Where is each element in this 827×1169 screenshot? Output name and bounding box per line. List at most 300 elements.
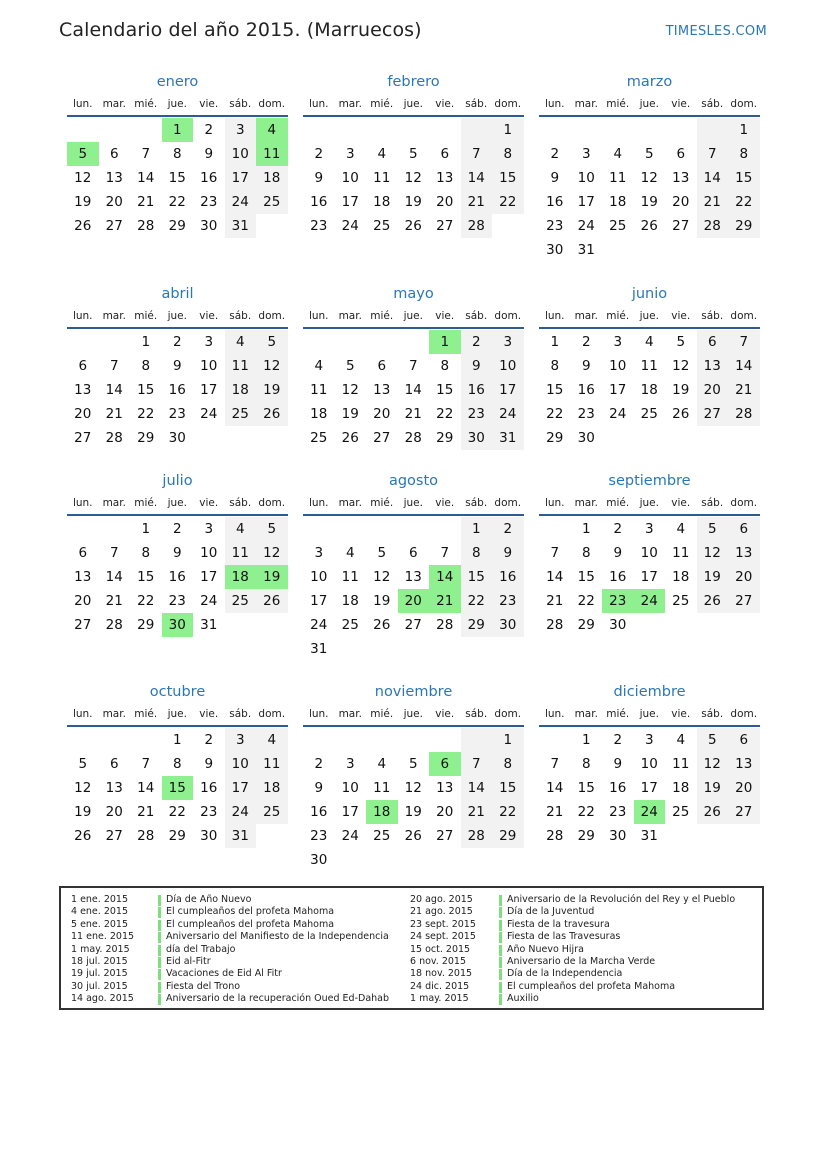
day-cell[interactable]: 27 (373, 430, 391, 446)
day-cell[interactable]: 15 (436, 382, 454, 398)
day-cell[interactable]: 1 (172, 732, 182, 748)
day-cell[interactable]: 5 (644, 146, 654, 162)
day-cell[interactable]: 17 (492, 378, 524, 402)
day-cell[interactable]: 13 (74, 569, 92, 585)
day-cell[interactable]: 19 (697, 565, 729, 589)
day-cell[interactable]: 3 (581, 146, 591, 162)
day-cell[interactable]: 29 (168, 218, 186, 234)
day-cell[interactable]: 6 (377, 358, 387, 374)
day-cell[interactable]: 23 (609, 804, 627, 820)
day-cell[interactable]: 4 (644, 334, 654, 350)
day-cell[interactable]: 28 (436, 617, 454, 633)
day-cell[interactable]: 7 (550, 545, 560, 561)
day-cell[interactable]: 16 (200, 170, 218, 186)
day-cell[interactable]: 5 (256, 517, 288, 541)
day-cell[interactable]: 11 (225, 354, 257, 378)
day-cell[interactable]: 24 (492, 402, 524, 426)
day-cell[interactable]: 15 (168, 170, 186, 186)
day-cell[interactable]: 1 (141, 334, 151, 350)
day-cell[interactable]: 24 (225, 800, 257, 824)
day-cell[interactable]: 9 (613, 756, 623, 772)
day-cell[interactable]: 26 (697, 800, 729, 824)
day-cell[interactable]: 20 (74, 406, 92, 422)
day-cell[interactable]: 11 (256, 752, 288, 776)
day-cell[interactable]: 20 (672, 194, 690, 210)
day-cell[interactable]: 18 (225, 378, 257, 402)
day-cell[interactable]: 22 (577, 593, 595, 609)
day-cell[interactable]: 16 (200, 780, 218, 796)
day-cell[interactable]: 16 (168, 569, 186, 585)
day-cell[interactable]: 19 (697, 776, 729, 800)
day-cell[interactable]: 12 (256, 541, 288, 565)
day-cell[interactable]: 31 (200, 617, 218, 633)
day-cell[interactable]: 2 (204, 122, 214, 138)
day-cell[interactable]: 19 (341, 406, 359, 422)
day-cell[interactable]: 25 (373, 218, 391, 234)
day-cell[interactable]: 18 (256, 776, 288, 800)
day-cell[interactable]: 29 (492, 824, 524, 848)
day-cell[interactable]: 12 (697, 752, 729, 776)
day-cell[interactable]: 30 (546, 242, 564, 258)
day-cell[interactable]: 7 (461, 142, 493, 166)
day-cell[interactable]: 5 (697, 517, 729, 541)
day-cell[interactable]: 28 (697, 214, 729, 238)
day-cell[interactable]: 22 (137, 406, 155, 422)
day-cell[interactable]: 8 (728, 142, 760, 166)
day-cell[interactable]: 25 (640, 406, 658, 422)
day-cell[interactable]: 6 (728, 728, 760, 752)
day-cell[interactable]: 16 (310, 804, 328, 820)
day-cell[interactable]: 3 (644, 732, 654, 748)
day-cell[interactable]: 25 (373, 828, 391, 844)
day-cell[interactable]: 2 (492, 517, 524, 541)
day-cell[interactable]: 22 (546, 406, 564, 422)
day-cell[interactable]: 8 (581, 756, 591, 772)
day-cell[interactable]: 10 (640, 545, 658, 561)
day-cell[interactable]: 23 (546, 218, 564, 234)
day-cell[interactable]: 26 (404, 218, 422, 234)
day-cell[interactable]: 19 (672, 382, 690, 398)
day-cell[interactable]: 12 (404, 780, 422, 796)
day-cell[interactable]: 19 (74, 804, 92, 820)
day-cell[interactable]: 16 (310, 194, 328, 210)
day-cell[interactable]: 18 (341, 593, 359, 609)
day-cell[interactable]: 24 (200, 406, 218, 422)
day-cell[interactable]: 17 (640, 569, 658, 585)
day-cell-holiday[interactable]: 20 (398, 589, 430, 613)
day-cell[interactable]: 24 (341, 218, 359, 234)
day-cell[interactable]: 6 (78, 358, 88, 374)
day-cell[interactable]: 12 (640, 170, 658, 186)
day-cell[interactable]: 14 (546, 780, 564, 796)
day-cell[interactable]: 26 (256, 589, 288, 613)
day-cell[interactable]: 13 (672, 170, 690, 186)
day-cell[interactable]: 23 (492, 589, 524, 613)
day-cell[interactable]: 22 (492, 800, 524, 824)
day-cell[interactable]: 23 (577, 406, 595, 422)
day-cell[interactable]: 1 (492, 118, 524, 142)
day-cell-holiday[interactable]: 6 (429, 752, 461, 776)
day-cell[interactable]: 24 (310, 617, 328, 633)
day-cell[interactable]: 10 (225, 142, 257, 166)
day-cell[interactable]: 18 (672, 780, 690, 796)
day-cell[interactable]: 27 (105, 218, 123, 234)
day-cell[interactable]: 30 (492, 613, 524, 637)
day-cell[interactable]: 31 (577, 242, 595, 258)
day-cell[interactable]: 4 (256, 728, 288, 752)
day-cell[interactable]: 4 (377, 756, 387, 772)
day-cell-holiday[interactable]: 24 (634, 800, 666, 824)
day-cell[interactable]: 7 (141, 146, 151, 162)
day-cell[interactable]: 13 (404, 569, 422, 585)
day-cell[interactable]: 11 (225, 541, 257, 565)
day-cell[interactable]: 30 (577, 430, 595, 446)
day-cell[interactable]: 14 (137, 170, 155, 186)
day-cell[interactable]: 7 (109, 358, 119, 374)
day-cell[interactable]: 29 (577, 828, 595, 844)
day-cell[interactable]: 22 (436, 406, 454, 422)
day-cell[interactable]: 6 (109, 756, 119, 772)
day-cell[interactable]: 21 (697, 190, 729, 214)
day-cell[interactable]: 17 (640, 780, 658, 796)
day-cell[interactable]: 31 (310, 641, 328, 657)
day-cell[interactable]: 18 (640, 382, 658, 398)
day-cell-holiday[interactable]: 18 (225, 565, 257, 589)
day-cell[interactable]: 10 (310, 569, 328, 585)
day-cell[interactable]: 21 (137, 194, 155, 210)
day-cell[interactable]: 10 (341, 170, 359, 186)
day-cell[interactable]: 17 (341, 804, 359, 820)
day-cell[interactable]: 6 (728, 517, 760, 541)
day-cell[interactable]: 7 (461, 752, 493, 776)
day-cell[interactable]: 21 (546, 593, 564, 609)
day-cell[interactable]: 9 (492, 541, 524, 565)
day-cell[interactable]: 10 (609, 358, 627, 374)
day-cell[interactable]: 3 (644, 521, 654, 537)
day-cell[interactable]: 14 (697, 166, 729, 190)
day-cell[interactable]: 16 (609, 780, 627, 796)
day-cell[interactable]: 29 (168, 828, 186, 844)
day-cell[interactable]: 2 (204, 732, 214, 748)
day-cell[interactable]: 20 (728, 776, 760, 800)
day-cell[interactable]: 16 (609, 569, 627, 585)
day-cell[interactable]: 10 (492, 354, 524, 378)
day-cell[interactable]: 28 (137, 828, 155, 844)
day-cell[interactable]: 23 (310, 218, 328, 234)
day-cell[interactable]: 21 (461, 800, 493, 824)
day-cell[interactable]: 13 (105, 170, 123, 186)
day-cell[interactable]: 9 (314, 170, 324, 186)
day-cell[interactable]: 21 (728, 378, 760, 402)
day-cell[interactable]: 8 (581, 545, 591, 561)
day-cell[interactable]: 17 (200, 569, 218, 585)
day-cell-holiday[interactable]: 5 (67, 142, 99, 166)
day-cell[interactable]: 8 (492, 752, 524, 776)
day-cell[interactable]: 11 (640, 358, 658, 374)
day-cell[interactable]: 3 (204, 521, 214, 537)
day-cell[interactable]: 15 (461, 565, 493, 589)
day-cell[interactable]: 27 (404, 617, 422, 633)
day-cell[interactable]: 12 (74, 170, 92, 186)
day-cell[interactable]: 22 (492, 190, 524, 214)
day-cell[interactable]: 16 (492, 565, 524, 589)
day-cell[interactable]: 24 (609, 406, 627, 422)
day-cell[interactable]: 1 (550, 334, 560, 350)
day-cell[interactable]: 7 (728, 330, 760, 354)
day-cell[interactable]: 1 (581, 521, 591, 537)
day-cell[interactable]: 24 (577, 218, 595, 234)
day-cell[interactable]: 20 (728, 565, 760, 589)
day-cell[interactable]: 28 (728, 402, 760, 426)
day-cell[interactable]: 14 (728, 354, 760, 378)
day-cell[interactable]: 21 (404, 406, 422, 422)
day-cell[interactable]: 29 (436, 430, 454, 446)
day-cell[interactable]: 28 (461, 214, 493, 238)
day-cell[interactable]: 14 (105, 382, 123, 398)
day-cell[interactable]: 15 (492, 776, 524, 800)
day-cell[interactable]: 13 (697, 354, 729, 378)
day-cell[interactable]: 28 (461, 824, 493, 848)
day-cell[interactable]: 11 (672, 756, 690, 772)
day-cell[interactable]: 12 (256, 354, 288, 378)
day-cell[interactable]: 6 (676, 146, 686, 162)
day-cell[interactable]: 26 (256, 402, 288, 426)
day-cell[interactable]: 1 (461, 517, 493, 541)
day-cell[interactable]: 21 (461, 190, 493, 214)
day-cell[interactable]: 11 (672, 545, 690, 561)
day-cell[interactable]: 30 (609, 617, 627, 633)
day-cell[interactable]: 13 (105, 780, 123, 796)
day-cell[interactable]: 17 (609, 382, 627, 398)
day-cell[interactable]: 10 (341, 780, 359, 796)
day-cell[interactable]: 31 (225, 824, 257, 848)
day-cell[interactable]: 26 (640, 218, 658, 234)
day-cell[interactable]: 20 (697, 378, 729, 402)
day-cell[interactable]: 6 (109, 146, 119, 162)
day-cell-holiday[interactable]: 23 (602, 589, 634, 613)
day-cell[interactable]: 25 (256, 800, 288, 824)
day-cell[interactable]: 3 (613, 334, 623, 350)
day-cell[interactable]: 21 (105, 406, 123, 422)
day-cell[interactable]: 13 (436, 170, 454, 186)
day-cell[interactable]: 27 (728, 589, 760, 613)
day-cell[interactable]: 9 (550, 170, 560, 186)
day-cell[interactable]: 30 (609, 828, 627, 844)
day-cell[interactable]: 19 (404, 194, 422, 210)
day-cell[interactable]: 26 (74, 218, 92, 234)
day-cell-holiday[interactable]: 19 (256, 565, 288, 589)
day-cell[interactable]: 19 (404, 804, 422, 820)
day-cell[interactable]: 1 (492, 728, 524, 752)
day-cell[interactable]: 28 (105, 430, 123, 446)
day-cell[interactable]: 17 (200, 382, 218, 398)
day-cell[interactable]: 7 (408, 358, 418, 374)
day-cell[interactable]: 5 (408, 146, 418, 162)
day-cell[interactable]: 9 (461, 354, 493, 378)
day-cell-holiday[interactable]: 14 (429, 565, 461, 589)
day-cell[interactable]: 28 (546, 828, 564, 844)
day-cell[interactable]: 4 (225, 517, 257, 541)
day-cell[interactable]: 23 (200, 194, 218, 210)
day-cell[interactable]: 24 (200, 593, 218, 609)
day-cell[interactable]: 23 (461, 402, 493, 426)
day-cell-holiday[interactable]: 30 (162, 613, 194, 637)
day-cell-holiday[interactable]: 21 (429, 589, 461, 613)
day-cell[interactable]: 4 (345, 545, 355, 561)
day-cell[interactable]: 29 (577, 617, 595, 633)
day-cell[interactable]: 26 (74, 828, 92, 844)
day-cell[interactable]: 7 (109, 545, 119, 561)
day-cell[interactable]: 23 (200, 804, 218, 820)
day-cell[interactable]: 30 (461, 426, 493, 450)
day-cell[interactable]: 31 (492, 426, 524, 450)
day-cell[interactable]: 13 (74, 382, 92, 398)
day-cell[interactable]: 1 (581, 732, 591, 748)
day-cell[interactable]: 30 (310, 852, 328, 868)
day-cell[interactable]: 15 (492, 166, 524, 190)
day-cell[interactable]: 11 (609, 170, 627, 186)
day-cell[interactable]: 25 (609, 218, 627, 234)
day-cell[interactable]: 10 (640, 756, 658, 772)
day-cell[interactable]: 30 (200, 828, 218, 844)
day-cell[interactable]: 25 (225, 589, 257, 613)
day-cell[interactable]: 2 (314, 146, 324, 162)
day-cell[interactable]: 14 (105, 569, 123, 585)
day-cell[interactable]: 18 (256, 166, 288, 190)
day-cell[interactable]: 4 (377, 146, 387, 162)
day-cell[interactable]: 22 (577, 804, 595, 820)
day-cell[interactable]: 17 (225, 776, 257, 800)
day-cell[interactable]: 4 (613, 146, 623, 162)
day-cell[interactable]: 29 (137, 430, 155, 446)
day-cell[interactable]: 29 (461, 613, 493, 637)
day-cell[interactable]: 26 (697, 589, 729, 613)
day-cell[interactable]: 8 (492, 142, 524, 166)
day-cell[interactable]: 15 (546, 382, 564, 398)
day-cell[interactable]: 17 (341, 194, 359, 210)
day-cell[interactable]: 29 (137, 617, 155, 633)
day-cell[interactable]: 3 (204, 334, 214, 350)
day-cell[interactable]: 21 (137, 804, 155, 820)
day-cell[interactable]: 7 (697, 142, 729, 166)
day-cell[interactable]: 27 (436, 828, 454, 844)
day-cell[interactable]: 29 (728, 214, 760, 238)
day-cell[interactable]: 8 (172, 146, 182, 162)
day-cell[interactable]: 11 (310, 382, 328, 398)
day-cell[interactable]: 26 (672, 406, 690, 422)
day-cell[interactable]: 25 (672, 804, 690, 820)
day-cell[interactable]: 14 (461, 166, 493, 190)
day-cell[interactable]: 31 (640, 828, 658, 844)
day-cell[interactable]: 3 (225, 118, 257, 142)
day-cell[interactable]: 6 (697, 330, 729, 354)
day-cell[interactable]: 26 (404, 828, 422, 844)
day-cell-holiday[interactable]: 1 (162, 118, 194, 142)
day-cell[interactable]: 18 (373, 194, 391, 210)
day-cell[interactable]: 7 (550, 756, 560, 772)
day-cell[interactable]: 5 (256, 330, 288, 354)
day-cell[interactable]: 10 (225, 752, 257, 776)
day-cell[interactable]: 5 (345, 358, 355, 374)
day-cell[interactable]: 19 (74, 194, 92, 210)
day-cell[interactable]: 13 (373, 382, 391, 398)
day-cell[interactable]: 9 (172, 358, 182, 374)
day-cell[interactable]: 5 (377, 545, 387, 561)
day-cell[interactable]: 23 (310, 828, 328, 844)
day-cell[interactable]: 5 (408, 756, 418, 772)
day-cell[interactable]: 26 (341, 430, 359, 446)
day-cell[interactable]: 14 (137, 780, 155, 796)
day-cell[interactable]: 29 (546, 430, 564, 446)
day-cell[interactable]: 14 (461, 776, 493, 800)
day-cell[interactable]: 2 (581, 334, 591, 350)
day-cell[interactable]: 3 (345, 756, 355, 772)
day-cell[interactable]: 8 (461, 541, 493, 565)
day-cell-holiday[interactable]: 4 (256, 118, 288, 142)
day-cell[interactable]: 28 (404, 430, 422, 446)
day-cell[interactable]: 16 (546, 194, 564, 210)
day-cell[interactable]: 18 (609, 194, 627, 210)
day-cell[interactable]: 20 (436, 194, 454, 210)
day-cell[interactable]: 6 (78, 545, 88, 561)
day-cell[interactable]: 16 (168, 382, 186, 398)
day-cell[interactable]: 2 (613, 521, 623, 537)
day-cell[interactable]: 28 (546, 617, 564, 633)
day-cell[interactable]: 14 (546, 569, 564, 585)
day-cell[interactable]: 10 (577, 170, 595, 186)
day-cell[interactable]: 25 (310, 430, 328, 446)
day-cell[interactable]: 8 (141, 358, 151, 374)
day-cell[interactable]: 19 (373, 593, 391, 609)
day-cell[interactable]: 12 (404, 170, 422, 186)
day-cell-holiday[interactable]: 1 (429, 330, 461, 354)
day-cell[interactable]: 10 (200, 545, 218, 561)
day-cell[interactable]: 2 (314, 756, 324, 772)
day-cell[interactable]: 12 (672, 358, 690, 374)
day-cell[interactable]: 3 (225, 728, 257, 752)
day-cell[interactable]: 9 (581, 358, 591, 374)
day-cell[interactable]: 27 (728, 800, 760, 824)
day-cell[interactable]: 9 (204, 756, 214, 772)
day-cell[interactable]: 23 (168, 593, 186, 609)
day-cell[interactable]: 15 (137, 382, 155, 398)
day-cell[interactable]: 9 (204, 146, 214, 162)
day-cell[interactable]: 24 (225, 190, 257, 214)
day-cell[interactable]: 27 (74, 430, 92, 446)
day-cell[interactable]: 20 (105, 194, 123, 210)
day-cell-holiday[interactable]: 24 (634, 589, 666, 613)
day-cell[interactable]: 25 (225, 402, 257, 426)
day-cell[interactable]: 20 (436, 804, 454, 820)
day-cell[interactable]: 3 (345, 146, 355, 162)
day-cell[interactable]: 15 (577, 780, 595, 796)
day-cell[interactable]: 27 (436, 218, 454, 234)
day-cell[interactable]: 4 (676, 521, 686, 537)
day-cell[interactable]: 7 (141, 756, 151, 772)
day-cell[interactable]: 21 (105, 593, 123, 609)
day-cell[interactable]: 20 (105, 804, 123, 820)
day-cell[interactable]: 22 (728, 190, 760, 214)
day-cell[interactable]: 11 (373, 780, 391, 796)
site-link[interactable]: TIMESLES.COM (665, 24, 767, 39)
day-cell[interactable]: 22 (168, 194, 186, 210)
day-cell[interactable]: 23 (168, 406, 186, 422)
day-cell[interactable]: 6 (408, 545, 418, 561)
day-cell[interactable]: 27 (672, 218, 690, 234)
day-cell[interactable]: 12 (341, 382, 359, 398)
day-cell[interactable]: 5 (697, 728, 729, 752)
day-cell[interactable]: 11 (373, 170, 391, 186)
